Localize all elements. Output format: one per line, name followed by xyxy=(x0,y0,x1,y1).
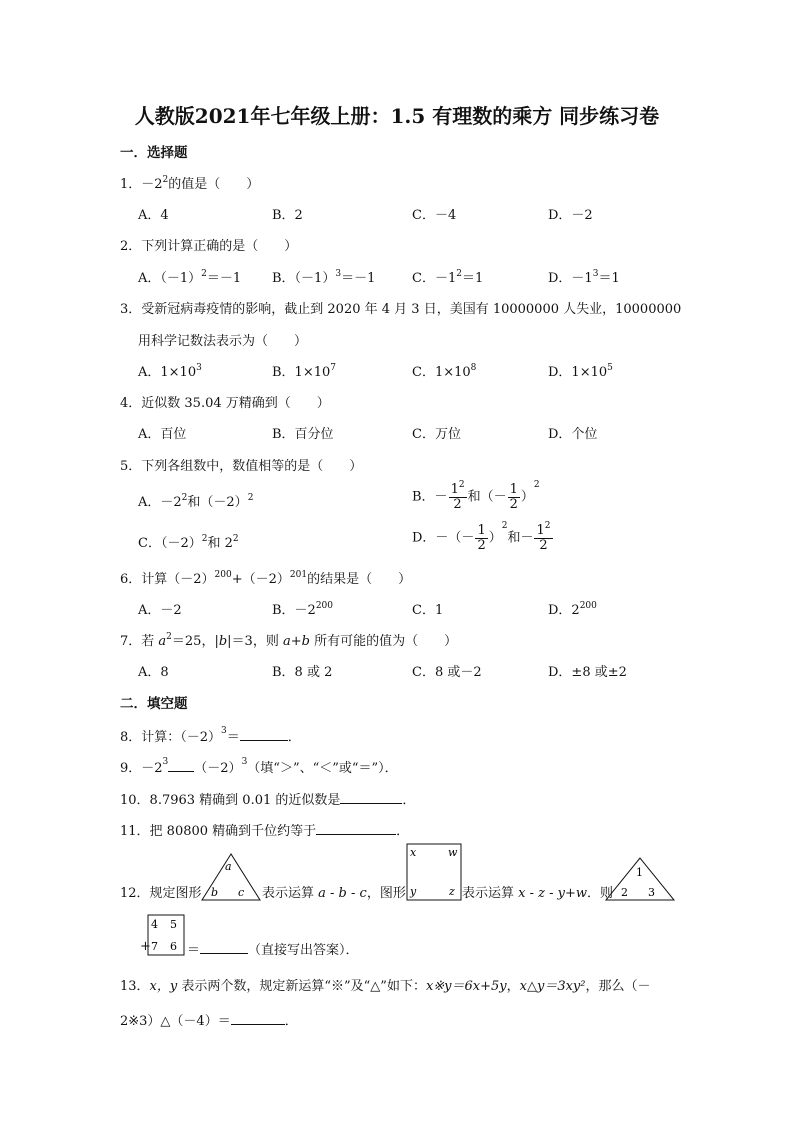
q2-option-a: A．$(-1)^2=-1$ xyxy=(138,269,242,286)
answer-blank[interactable] xyxy=(240,729,288,741)
answer-blank[interactable] xyxy=(340,792,402,804)
q4-option-a: A．百位 xyxy=(138,427,187,442)
svg-text:x: x xyxy=(410,846,417,859)
q6-option-b: B．$-2^{200}$ xyxy=(272,601,334,618)
question-8: 8．计算：$(-2)^3=$ ． xyxy=(120,726,301,745)
q6-option-d: D．$2^{200}$ xyxy=(548,601,597,618)
triangle-label-c: c xyxy=(238,886,245,899)
question-6-stem: 6．计算$(-2)^{200}+(-2)^{201}$的结果是（ ） xyxy=(120,570,412,587)
svg-text:1: 1 xyxy=(636,866,643,879)
question-3-line-2: 用科学记数法表示为（ ） xyxy=(138,334,308,349)
q7-option-b: B．8 或 2 xyxy=(272,665,333,680)
q4-option-b: B．百分位 xyxy=(272,427,334,442)
question-9: 9．$-2^3$ $(-2)^3$（填“＞”、“＜”或“＝”）． xyxy=(120,757,398,776)
question-1-stem: 1．$-2^2$的值是（ ） xyxy=(120,175,260,192)
answer-blank[interactable] xyxy=(231,1013,285,1025)
svg-text:6: 6 xyxy=(170,940,177,953)
svg-text:y: y xyxy=(410,885,417,898)
question-13-line-1: 13．x，y 表示两个数，规定新运算“※”及“△”如下：x※y＝6x+5y，x△y＝3xy²，那么（－ xyxy=(120,979,651,994)
q5-option-a: A．$-2^2$和$(-2)^2$ xyxy=(138,493,254,510)
question-12-answer-line: ＝ （直接写出答案）． xyxy=(187,943,359,958)
q1-option-b: B．2 xyxy=(272,208,303,223)
svg-text:5: 5 xyxy=(170,918,177,931)
triangle-label-b: b xyxy=(211,886,219,899)
triangle-figure-123 xyxy=(604,856,676,902)
question-3-line-1: 3．受新冠病毒疫情的影响，截止到 2020 年 4 月 3 日，美国有 10000000 人失业，10000000 xyxy=(120,302,682,317)
answer-blank[interactable] xyxy=(168,760,194,772)
section-heading-choice: 一．选择题 xyxy=(120,145,188,161)
triangle-figure-abc xyxy=(200,852,262,902)
page-title: 人教版2021年七年级上册：1.5 有理数的乘方 同步练习卷 xyxy=(134,104,660,128)
q7-option-a: A．8 xyxy=(138,665,169,680)
q5-option-c: C．$(-2)^2$和 $2^2$ xyxy=(138,534,239,551)
q1-option-d: D．－2 xyxy=(548,208,593,223)
triangle-label-a: a xyxy=(225,860,232,873)
question-4-stem: 4．近似数 35.04 万精确到（ ） xyxy=(120,396,330,411)
section-heading-fill: 二．填空题 xyxy=(120,696,188,712)
question-12-text-2: 表示运算 a - b - c，图形 xyxy=(262,886,406,901)
q2-option-d: D．$-1^3=1$ xyxy=(548,269,620,286)
answer-blank[interactable] xyxy=(316,823,396,835)
q2-option-c: C．$-1^2=1$ xyxy=(412,269,484,286)
svg-text:7: 7 xyxy=(151,940,158,953)
svg-text:z: z xyxy=(449,885,455,898)
svg-text:2: 2 xyxy=(621,886,628,899)
q3-option-d: D．$1\times 10^5$ xyxy=(548,363,613,380)
svg-text:w: w xyxy=(448,846,458,859)
q2-option-b: B．$(-1)^3=-1$ xyxy=(272,269,376,286)
answer-blank[interactable] xyxy=(200,942,248,954)
q3-option-c: C．$1\times 10^8$ xyxy=(412,363,477,380)
question-10: 10．8.7963 精确到 0.01 的近似数是 ． xyxy=(120,793,416,808)
question-11: 11．把 80800 精确到千位约等于 ． xyxy=(120,824,410,839)
question-2-stem: 2．下列计算正确的是（ ） xyxy=(120,239,298,254)
question-7-stem: 7．若 $a^2=25$，|b|＝3，则 a+b 所有可能的值为（ ） xyxy=(120,632,458,649)
square-figure-4576 xyxy=(147,914,185,956)
q1-option-c: C．－4 xyxy=(412,208,457,223)
q3-option-a: A．$1\times 10^3$ xyxy=(138,363,202,380)
question-13-line-2: 2※3）△（－4）＝ ． xyxy=(120,1014,298,1029)
question-5-stem: 5．下列各组数中，数值相等的是（ ） xyxy=(120,459,363,474)
question-12-text-3: 表示运算 x - z - y+w．则 xyxy=(462,886,614,901)
svg-text:3: 3 xyxy=(648,886,655,899)
q7-option-d: D．±8 或±2 xyxy=(548,665,627,680)
q4-option-d: D．个位 xyxy=(548,427,598,442)
q6-option-a: A．－2 xyxy=(138,603,182,618)
q5-option-d: D．－（－ $\frac{1}{2}$ ）$^2$和－ $\frac{1^2}{2}$ xyxy=(412,521,551,553)
q1-option-a: A．4 xyxy=(138,208,169,223)
q7-option-c: C．8 或－2 xyxy=(412,665,482,680)
q6-option-c: C．1 xyxy=(412,603,444,618)
q3-option-b: B．$1\times 10^7$ xyxy=(272,363,336,380)
svg-text:4: 4 xyxy=(151,918,158,931)
plus-sign: + xyxy=(140,939,151,954)
question-12-text-1: 12．规定图形 xyxy=(120,886,202,901)
square-figure-xwyz xyxy=(406,843,462,901)
q5-option-b: B．－ $\frac{1^2}{2}$ 和（－ $\frac{1}{2}$ ）$^2$ xyxy=(412,480,540,512)
q4-option-c: C．万位 xyxy=(412,427,461,442)
